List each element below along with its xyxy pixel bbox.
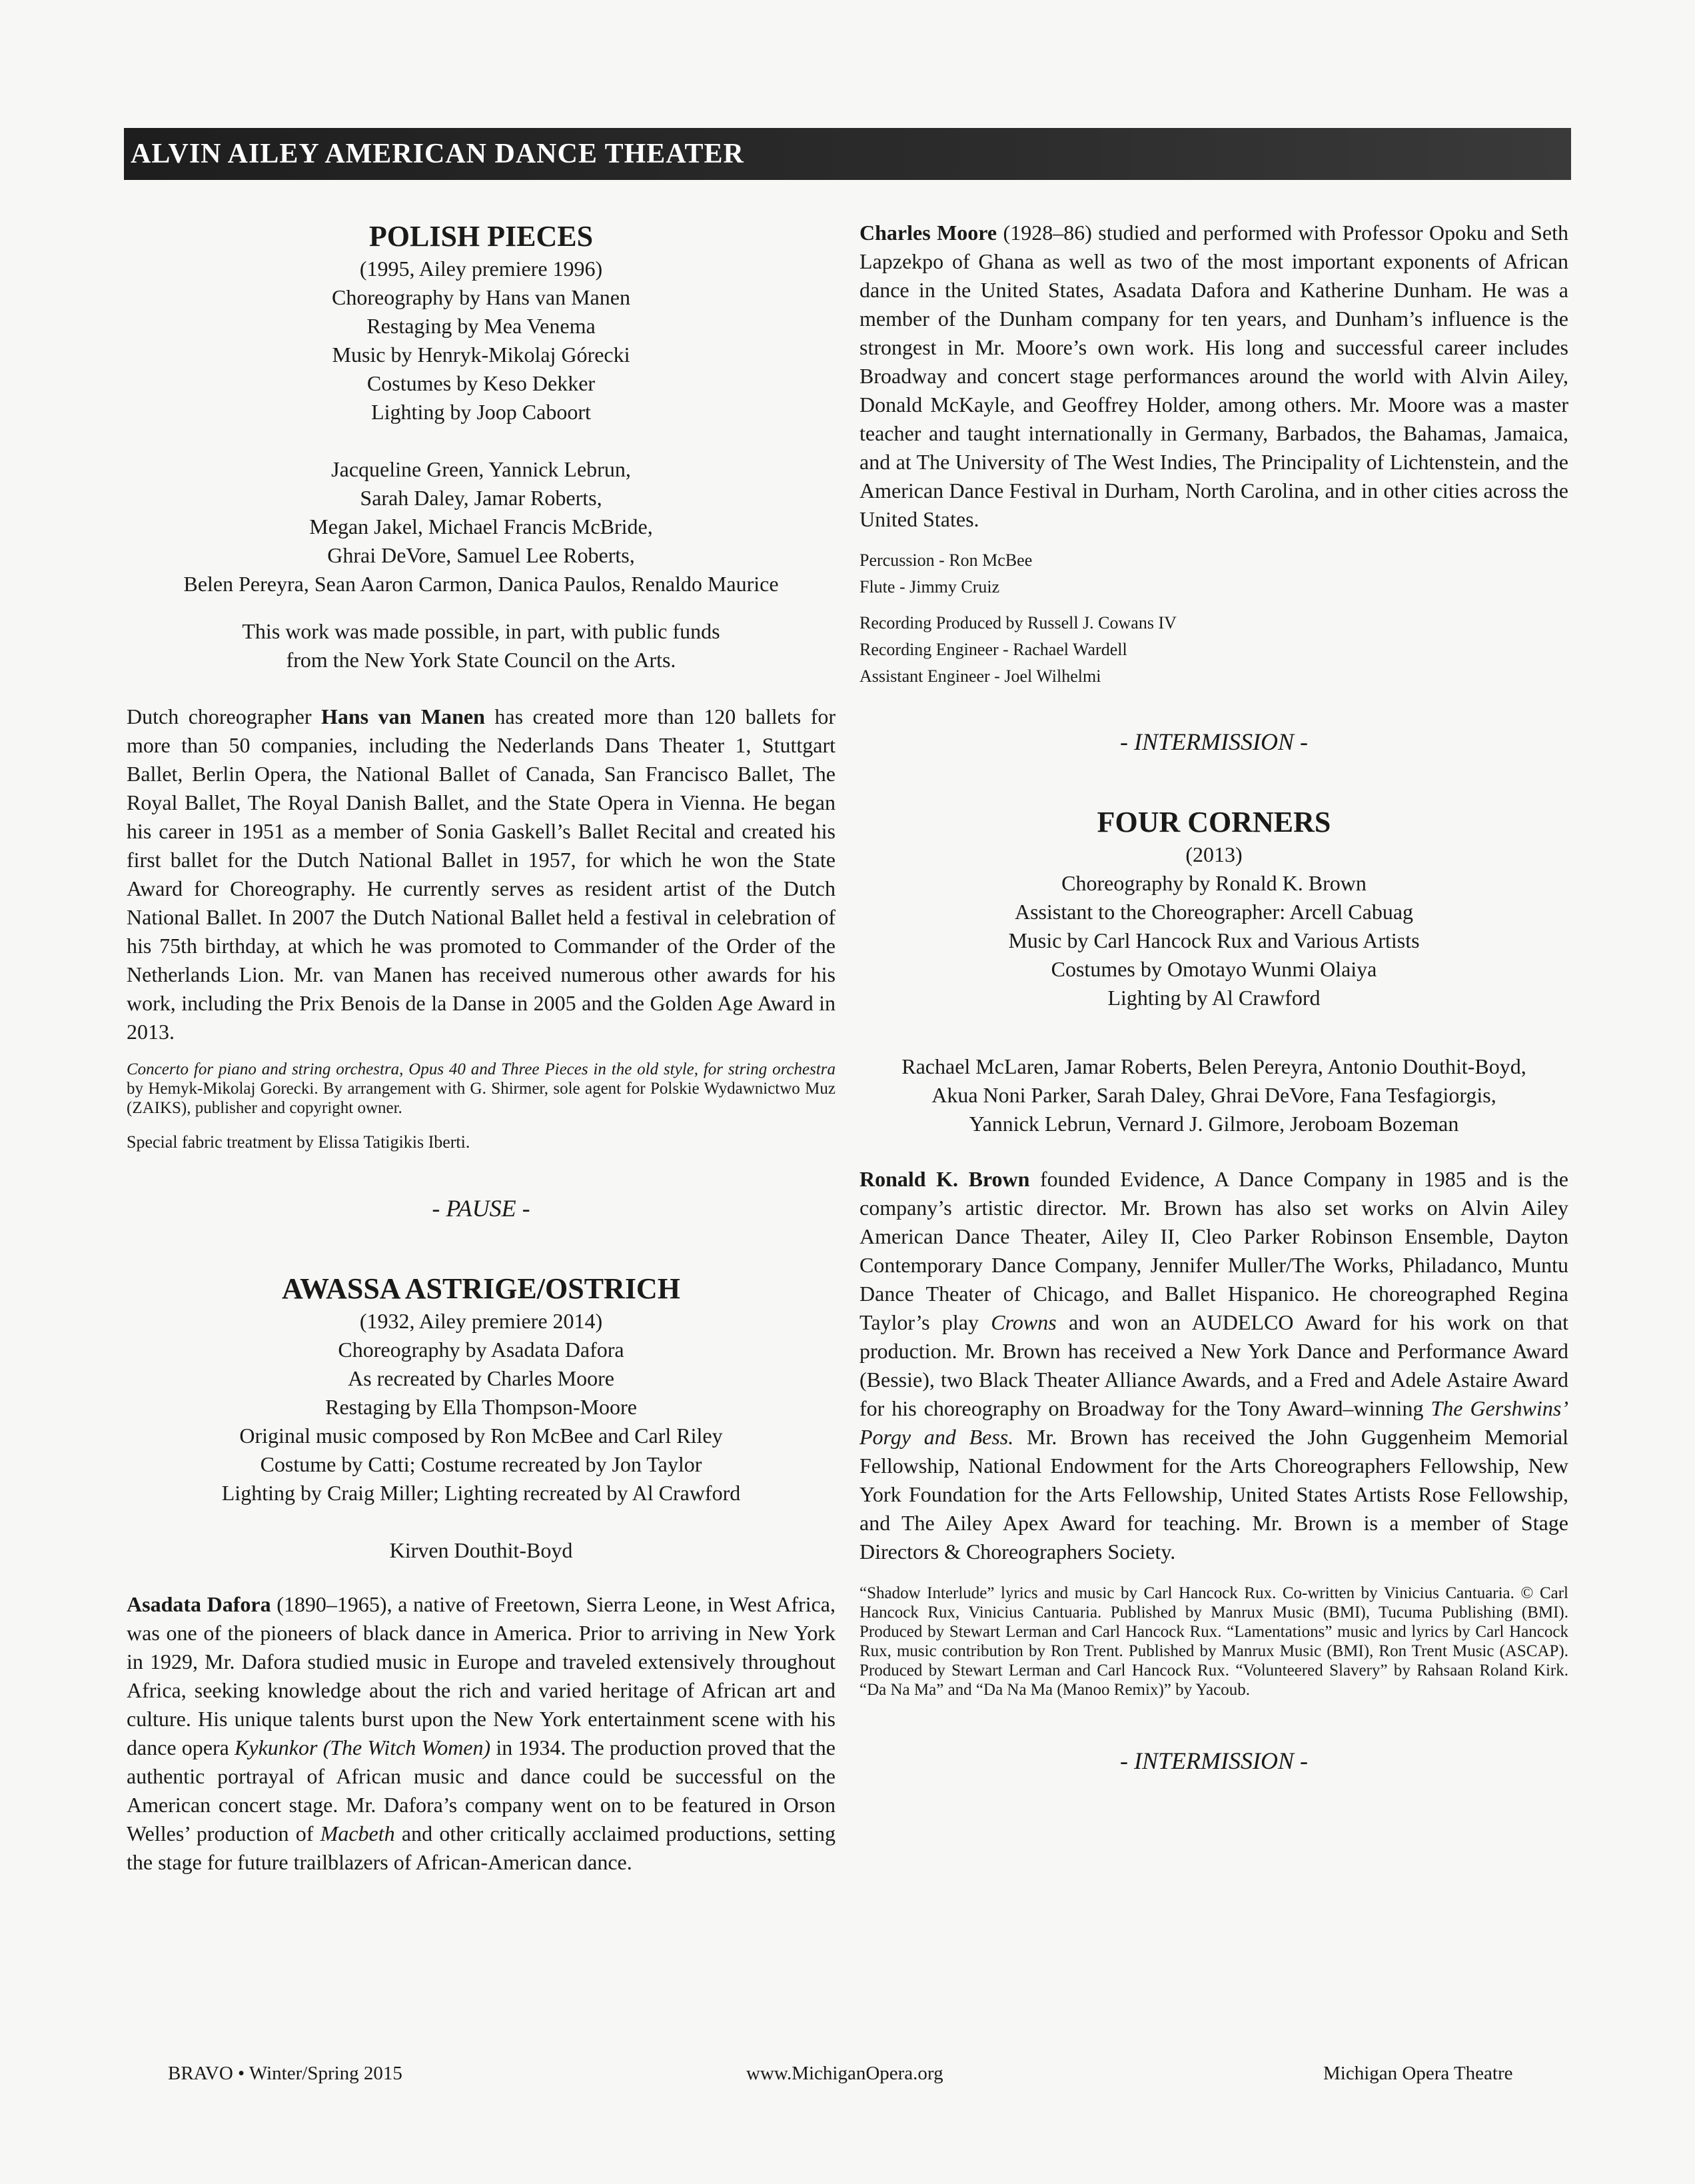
- recording-line: Recording Engineer - Rachael Wardell: [859, 640, 1127, 659]
- polish-cast: [127, 455, 836, 598]
- cast-line: Sarah Daley, Jamar Roberts,: [360, 486, 602, 510]
- credit-line: Restaging by Mea Venema: [366, 314, 596, 338]
- bio-name: Asadata Dafora: [127, 1592, 271, 1616]
- polish-music-note: [127, 1060, 836, 1118]
- fabric-note: Special fabric treatment by Elissa Tatigikis Iberti.: [127, 1132, 470, 1152]
- credit-line: Costumes by Keso Dekker: [366, 371, 596, 395]
- recording-line: Assistant Engineer - Joel Wilhelmi: [859, 666, 1101, 686]
- bio-italic: Kykunkor (The Witch Women): [235, 1735, 491, 1759]
- bio-italic: Macbeth: [320, 1821, 395, 1845]
- credit-line: Choreography by Ronald K. Brown: [1061, 871, 1367, 895]
- four-corners-credits: [859, 840, 1568, 1012]
- credit-line: (1995, Ailey premiere 1996): [359, 257, 603, 281]
- awassa-title: AWASSA ASTRIGE/OSTRICH: [282, 1272, 680, 1305]
- credit-line: Restaging by Ella Thompson-Moore: [325, 1395, 637, 1419]
- cast-line: Megan Jakel, Michael Francis McBride,: [309, 515, 653, 539]
- funding-line: This work was made possible, in part, with public funds: [242, 619, 720, 643]
- bio-intro: Dutch choreographer: [127, 704, 312, 728]
- moore-bio: [859, 219, 1568, 534]
- funding-line: from the New York State Council on the Arts.: [286, 648, 676, 672]
- credit-line: (1932, Ailey premiere 2014): [359, 1309, 603, 1333]
- four-corners-cast: [859, 1052, 1568, 1138]
- bio-text: and won an AUDELCO Award for his work on that production. Mr. Brown has received a New York Dance and Performance Award (Bessie), two Black Theater Alliance Awards, and a Fred and Adele Astaire Award for his choreography on Broadway for the Tony Award–winning: [859, 1310, 1569, 1420]
- section-banner: ALVIN AILEY AMERICAN DANCE THEATER: [124, 128, 1571, 180]
- footer-organization: Michigan Opera Theatre: [1323, 2063, 1513, 2084]
- pause-separator: - PAUSE -: [432, 1195, 530, 1222]
- music-rest: by Hemyk-Mikolaj Gorecki. By arrangement with G. Shirmer, sole agent for Polskie Wydawnictwo Muz (ZAIKS), publisher and copyright owner.: [127, 1080, 836, 1117]
- recording-line: Recording Produced by Russell J. Cowans IV: [859, 613, 1177, 632]
- credit-line: Choreography by Hans van Manen: [332, 285, 630, 309]
- awassa-cast: Kirven Douthit-Boyd: [389, 1538, 573, 1562]
- footer-publication: BRAVO • Winter/Spring 2015: [168, 2063, 402, 2084]
- credit-line: Lighting by Joop Caboort: [371, 400, 591, 424]
- awassa-credits: [127, 1307, 836, 1508]
- cast-line: Yannick Lebrun, Vernard J. Gilmore, Jeroboam Bozeman: [969, 1112, 1459, 1136]
- credit-line: Music by Henryk-Mikolaj Górecki: [332, 343, 630, 367]
- cast-line: Akua Noni Parker, Sarah Daley, Ghrai DeVore, Fana Tesfagiorgis,: [931, 1083, 1496, 1107]
- credit-line: (2013): [1185, 842, 1243, 866]
- credit-line: Assistant to the Choreographer: Arcell Cabuag: [1014, 900, 1414, 924]
- cast-line: Ghrai DeVore, Samuel Lee Roberts,: [327, 543, 635, 567]
- bio-text: and other critically acclaimed productions, setting the stage for future trailblazers of African-American dance.: [127, 1821, 836, 1874]
- intermission-separator: - INTERMISSION -: [1120, 1747, 1308, 1774]
- bio-name: Hans van Manen: [320, 704, 485, 728]
- polish-funding: [127, 617, 836, 674]
- credit-line: Costume by Catti; Costume recreated by Jon Taylor: [260, 1452, 702, 1476]
- left-column: [127, 219, 836, 1877]
- credit-line: Costumes by Omotayo Wunmi Olaiya: [1051, 957, 1377, 981]
- brown-bio: [859, 1165, 1568, 1566]
- bio-name: Ronald K. Brown: [859, 1167, 1030, 1191]
- right-column: [859, 219, 1568, 1775]
- cast-line: Rachael McLaren, Jamar Roberts, Belen Pereyra, Antonio Douthit-Boyd,: [901, 1054, 1526, 1078]
- credit-line: As recreated by Charles Moore: [348, 1366, 614, 1390]
- polish-credits: [127, 255, 836, 427]
- credit-line: Lighting by Craig Miller; Lighting recreated by Al Crawford: [221, 1481, 741, 1505]
- bio-text: founded Evidence, A Dance Company in 1985 and is the company’s artistic director. Mr. Brown has also set works on Alvin Ailey American Dance Theater, Ailey II, Cleo Parker Robinson Ensemble, Dayton Contemporary Dance Company, Jennifer Muller/The Works, Philadanco, Muntu Dance Theater of Chicago, and Ballet Hispanico. He choreographed Regina Taylor’s play: [859, 1167, 1569, 1334]
- bio-text: (1890–1965), a native of Freetown, Sierra Leone, in West Africa, was one of the pioneers of black dance in America. Prior to arriving in New York in 1929, Mr. Dafora studied music in Europe and traveled extensively throughout Africa, seeking knowledge about the rich and varied heritage of African art and culture. His unique talents burst upon the New York entertainment scene with his dance opera: [127, 1592, 836, 1759]
- intermission-separator: - INTERMISSION -: [1120, 728, 1308, 755]
- credit-line: Music by Carl Hancock Rux and Various Artists: [1008, 928, 1420, 952]
- credit-line: Original music composed by Ron McBee and Carl Riley: [239, 1424, 723, 1448]
- musician-line: Percussion - Ron McBee: [859, 550, 1033, 570]
- polish-title: POLISH PIECES: [368, 220, 594, 253]
- four-corners-music-note: “Shadow Interlude” lyrics and music by Carl Hancock Rux. Co-written by Vinicius Cantuaria. © Carl Hancock Rux, Vinicius Cantuaria. Published by Manrux Music (BMI), Tucuma Publishing (BMI). Produced by Stewart Lerman and Carl Hancock Rux. “Lamentations” music and lyrics by Carl Hancock Rux, music contribution by Ron Trent. Published by Manrux Music (BMI), Ron Trent Music (ASCAP). Produced by Stewart Lerman and Carl Hancock Rux. “Volunteered Slavery” by Rahsaan Roland Kirk. “Da Na Ma” and “Da Na Ma (Manoo Remix)” by Yacoub.: [859, 1584, 1568, 1699]
- van-manen-bio: [127, 702, 836, 1046]
- credit-line: Lighting by Al Crawford: [1107, 986, 1321, 1010]
- cast-line: Jacqueline Green, Yannick Lebrun,: [331, 457, 631, 481]
- bio-text: Mr. Brown has received the John Guggenheim Memorial Fellowship, National Endowment for the Arts Choreographers Fellowship, New York Foundation for the Arts Fellowship, United States Artists Rose Fellowship, and The Ailey Apex Award for teaching. Mr. Brown is a member of Stage Directors & Choreographers Society.: [859, 1425, 1569, 1564]
- bio-name: Charles Moore: [859, 221, 997, 245]
- cast-line: Belen Pereyra, Sean Aaron Carmon, Danica Paulos, Renaldo Maurice: [183, 572, 779, 596]
- moore-musicians: [859, 547, 1568, 600]
- bio-italic: The Gershwins’ Porgy and Bess.: [859, 1396, 1569, 1449]
- footer-website[interactable]: www.MichiganOpera.org: [746, 2063, 943, 2084]
- bio-italic: Crowns: [991, 1310, 1057, 1334]
- bio-text: has created more than 120 ballets for more than 50 companies, including the Nederlands Dans Theater 1, Stuttgart Ballet, Berlin Opera, the National Ballet of Canada, San Francisco Ballet, The Royal Ballet, The Royal Danish Ballet, and the State Opera in Vienna. He began his career in 1951 as a member of Sonia Gaskell’s Ballet Recital and created his first ballet for the Dutch National Ballet in 1957, for which he won the State Award for Choreography. He currently serves as resident artist of the Dutch National Ballet. In 2007 the Dutch National Ballet held a festival in celebration of his 75th birthday, at which he was promoted to Commander of the Order of the Netherlands Lion. Mr. van Manen has received numerous other awards for his work, including the Prix Benois de la Danse in 2005 and the Golden Age Award in 2013.: [127, 704, 836, 1044]
- musician-line: Flute - Jimmy Cruiz: [859, 577, 1000, 596]
- music-title: Concerto for piano and string orchestra, Opus 40 and Three Pieces in the old style, for string orchestra: [127, 1060, 836, 1078]
- four-corners-title: FOUR CORNERS: [1097, 806, 1331, 838]
- moore-recording: [859, 610, 1568, 690]
- dafora-bio: [127, 1590, 836, 1877]
- credit-line: Choreography by Asadata Dafora: [338, 1338, 624, 1362]
- bio-text: (1928–86) studied and performed with Professor Opoku and Seth Lapzekpo of Ghana as well as two of the most important exponents of African dance in the United States, Asadata Dafora and Katherine Dunham. He was a member of the Dunham company for ten years, and Dunham’s influence is the strongest in Mr. Moore’s own work. His long and successful career includes Broadway and concert stage performances around the world with Alvin Ailey, Donald McKayle, and Geoffrey Holder, among others. Mr. Moore was a master teacher and taught internationally in Germany, Barbados, the Bahamas, Jamaica, and at The University of The West Indies, The Principality of Lichtenstein, and the American Dance Festival in Durham, North Carolina, and in other cities across the United States.: [859, 221, 1569, 531]
- bio-text: in 1934. The production proved that the authentic portrayal of African music and dance could be successful on the American concert stage. Mr. Dafora’s company went on to be featured in Orson Welles’ production of: [127, 1735, 836, 1845]
